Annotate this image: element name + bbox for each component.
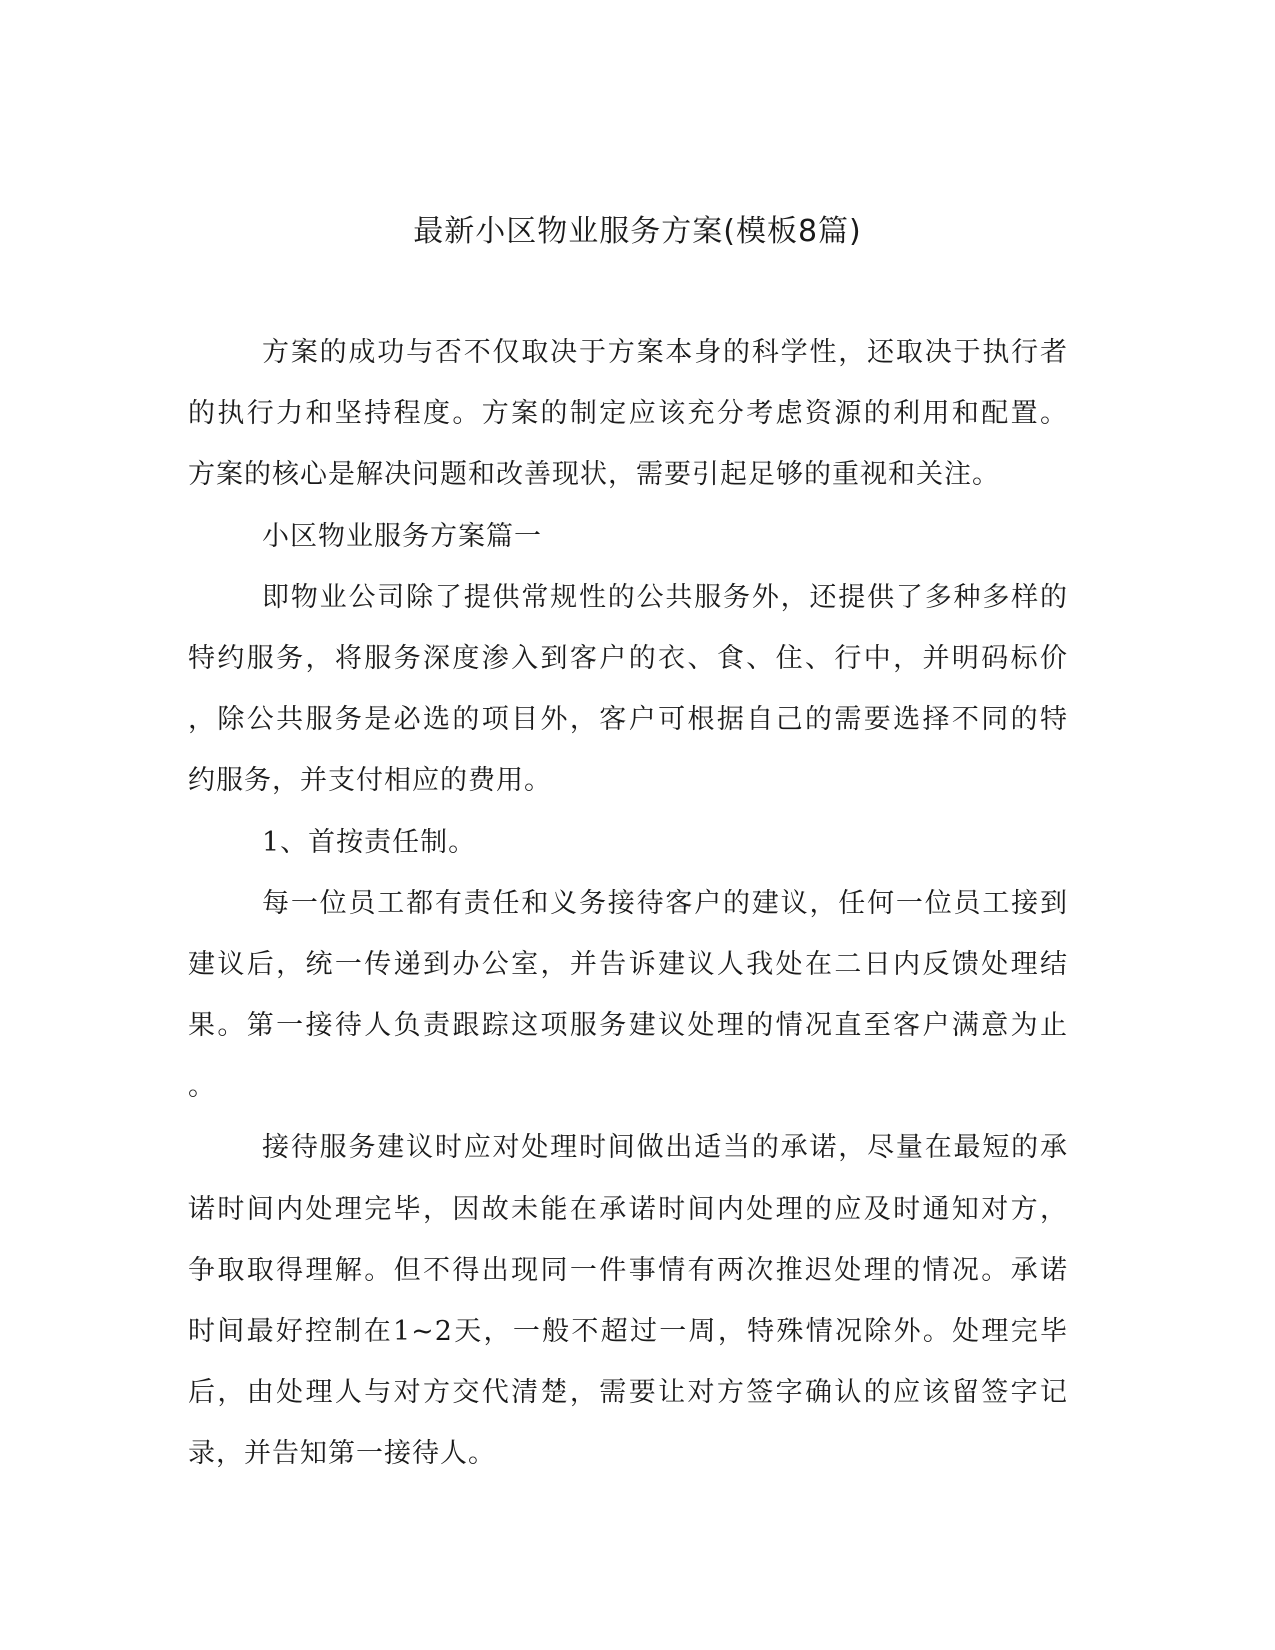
text-line: 每一位员工都有责任和义务接待客户的建议，任何一位员工接到 [262,887,1068,919]
text-line: 1、首按责任制。 [262,826,477,858]
text-line: 特约服务，将服务深度渗入到客户的衣、食、住、行中，并明码标价 [188,642,1068,674]
text-line: 诺时间内处理完毕，因故未能在承诺时间内处理的应及时通知对方， [188,1193,1068,1225]
text-line: 方案的核心是解决问题和改善现状，需要引起足够的重视和关注。 [188,459,1000,491]
text-line: 。 [188,1071,216,1103]
text-line: 小区物业服务方案篇一 [262,520,542,552]
text-line: 约服务，并支付相应的费用。 [188,765,552,797]
text-line: 接待服务建议时应对处理时间做出适当的承诺，尽量在最短的承 [262,1132,1068,1164]
document-body [188,322,1068,1485]
text-line: 后，由处理人与对方交代清楚，需要让对方签字确认的应该留签字记 [188,1377,1068,1409]
text-line: 建议后，统一传递到办公室，并告诉建议人我处在二日内反馈处理结 [188,948,1068,980]
text-line: ，除公共服务是必选的项目外，客户可根据自己的需要选择不同的特 [188,704,1068,736]
text-line: 录，并告知第一接待人。 [188,1438,496,1470]
text-line: 果。第一接待人负责跟踪这项服务建议处理的情况直至客户满意为止 [188,1010,1068,1042]
document-title: 最新小区物业服务方案(模板8篇) [413,214,862,249]
text-line: 的执行力和坚持程度。方案的制定应该充分考虑资源的利用和配置。 [188,398,1068,430]
text-line: 争取取得理解。但不得出现同一件事情有两次推迟处理的情况。承诺 [188,1254,1068,1286]
text-line: 时间最好控制在1~2天，一般不超过一周，特殊情况除外。处理完毕 [188,1316,1068,1347]
text-line: 即物业公司除了提供常规性的公共服务外，还提供了多种多样的 [262,581,1068,613]
text-line: 方案的成功与否不仅取决于方案本身的科学性，还取决于执行者 [262,337,1068,368]
